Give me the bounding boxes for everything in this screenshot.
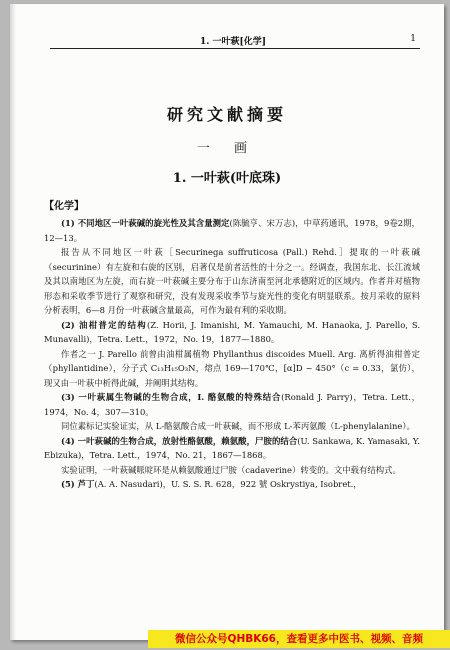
entry-title: 1. 一叶萩(叶底珠): [172, 171, 282, 186]
paragraph: [44, 390, 420, 419]
paragraph: [44, 216, 420, 245]
paragraph-text: (陈毓亨、宋万志)，中草药通讯，1978，9卷2期，12—13。: [44, 218, 420, 243]
paragraph: [44, 477, 420, 492]
running-header-title: 1. 一叶萩[化学]: [200, 37, 267, 47]
paragraph-text: 实验证明，一叶萩碱哌啶环是从赖氨酸通过尸胺（cadaverine）转变的。文中载有结构式。: [61, 464, 401, 475]
section-heading: 【化学】: [44, 201, 84, 212]
reference-title: (3) 一叶萩属生物碱的生物合成，I. 酪氨酸的特殊结合: [61, 392, 282, 402]
paragraph-text: (Ronald J. Parry)，Tetra. Lett.，1974，No. 4，307—310。: [44, 392, 421, 417]
paragraph: [44, 434, 420, 463]
reference-title: (1) 不同地区一叶萩碱的旋光性及其含量测定: [61, 218, 230, 228]
paragraph-text: 同位素标记实验证实，从 L-酪氨酸合成一叶萩碱，而不形成 L-苯丙氨酸（L-phenylalanine）。: [61, 421, 415, 431]
page-number: 1: [410, 34, 416, 44]
document-page: [10, 4, 444, 640]
paragraph: [44, 347, 420, 391]
paragraph-text: 报告从不同地区一叶萩［Securinega suffruticosa (Pall.) Rehd.］提取的一叶萩碱（securinine）有左旋和右旋的区别，启著仅是前者活性的十分之一。经调查，我国东北、长江流域及其以南地区为左旋，而右旋一叶萩碱主要分布于山东济南至河北承德附近的区域内。作者并对植物形态和采收季节进行了观察和研究，没有发现采收季节与旋光性的变化有明显联系。按月采收的原料分析表明，6—8 月份一叶萩碱含量最高，可作为最有利的采收期。: [44, 247, 420, 315]
running-header: [50, 32, 420, 49]
paragraph-text: (A. A. Nasudari)，U. S. S. R. 628，922 號 Oskrystiya, Isobret.，: [94, 479, 362, 489]
promo-banner: 微信公众号QHBK66，查看更多中医书、视频、音频: [148, 630, 450, 648]
paragraph-text: (Z. Horii, J. Imanishi, M. Yamauchi, M. Hanaoka, J. Parello, S. Munavalli)，Tetra. Lett.，1972，No. 19，1877—1880。: [44, 319, 421, 344]
paragraph: [44, 463, 420, 478]
body-text: [44, 216, 420, 492]
stroke-heading: 一 画: [196, 141, 258, 156]
main-title: 研究文献摘要: [166, 105, 287, 124]
paragraph: [44, 245, 420, 318]
paragraph-text: 作者之一 J. Parello 前曾由油柑属植物 Phyllanthus discoides Muell. Arg. 离析得油柑普定（phyllantidine），分子式 C₁₃H₁₅O₃N，熔点 169—170℃，[α]D ~ 450°（c = 0.33，氯仿），现又由一叶萩中析得此碱，并阐明其结构。: [44, 348, 420, 388]
reference-title: (2) 油柑普定的结构: [61, 319, 148, 330]
paragraph: [44, 318, 420, 347]
reference-title: (4) 一叶萩碱的生物合成，放射性酪氨酸，赖氨酸，尸胺的结合: [61, 435, 298, 446]
paragraph-text: (U. Sankawa, K. Yamasaki, Y. Ebizuka)，Tetra. Lett.，1974，No. 21，1867—1868。: [44, 435, 420, 460]
reference-title: (5) 芦丁: [61, 479, 95, 489]
page-edge-shadow: [10, 4, 16, 640]
paragraph: [44, 419, 420, 434]
